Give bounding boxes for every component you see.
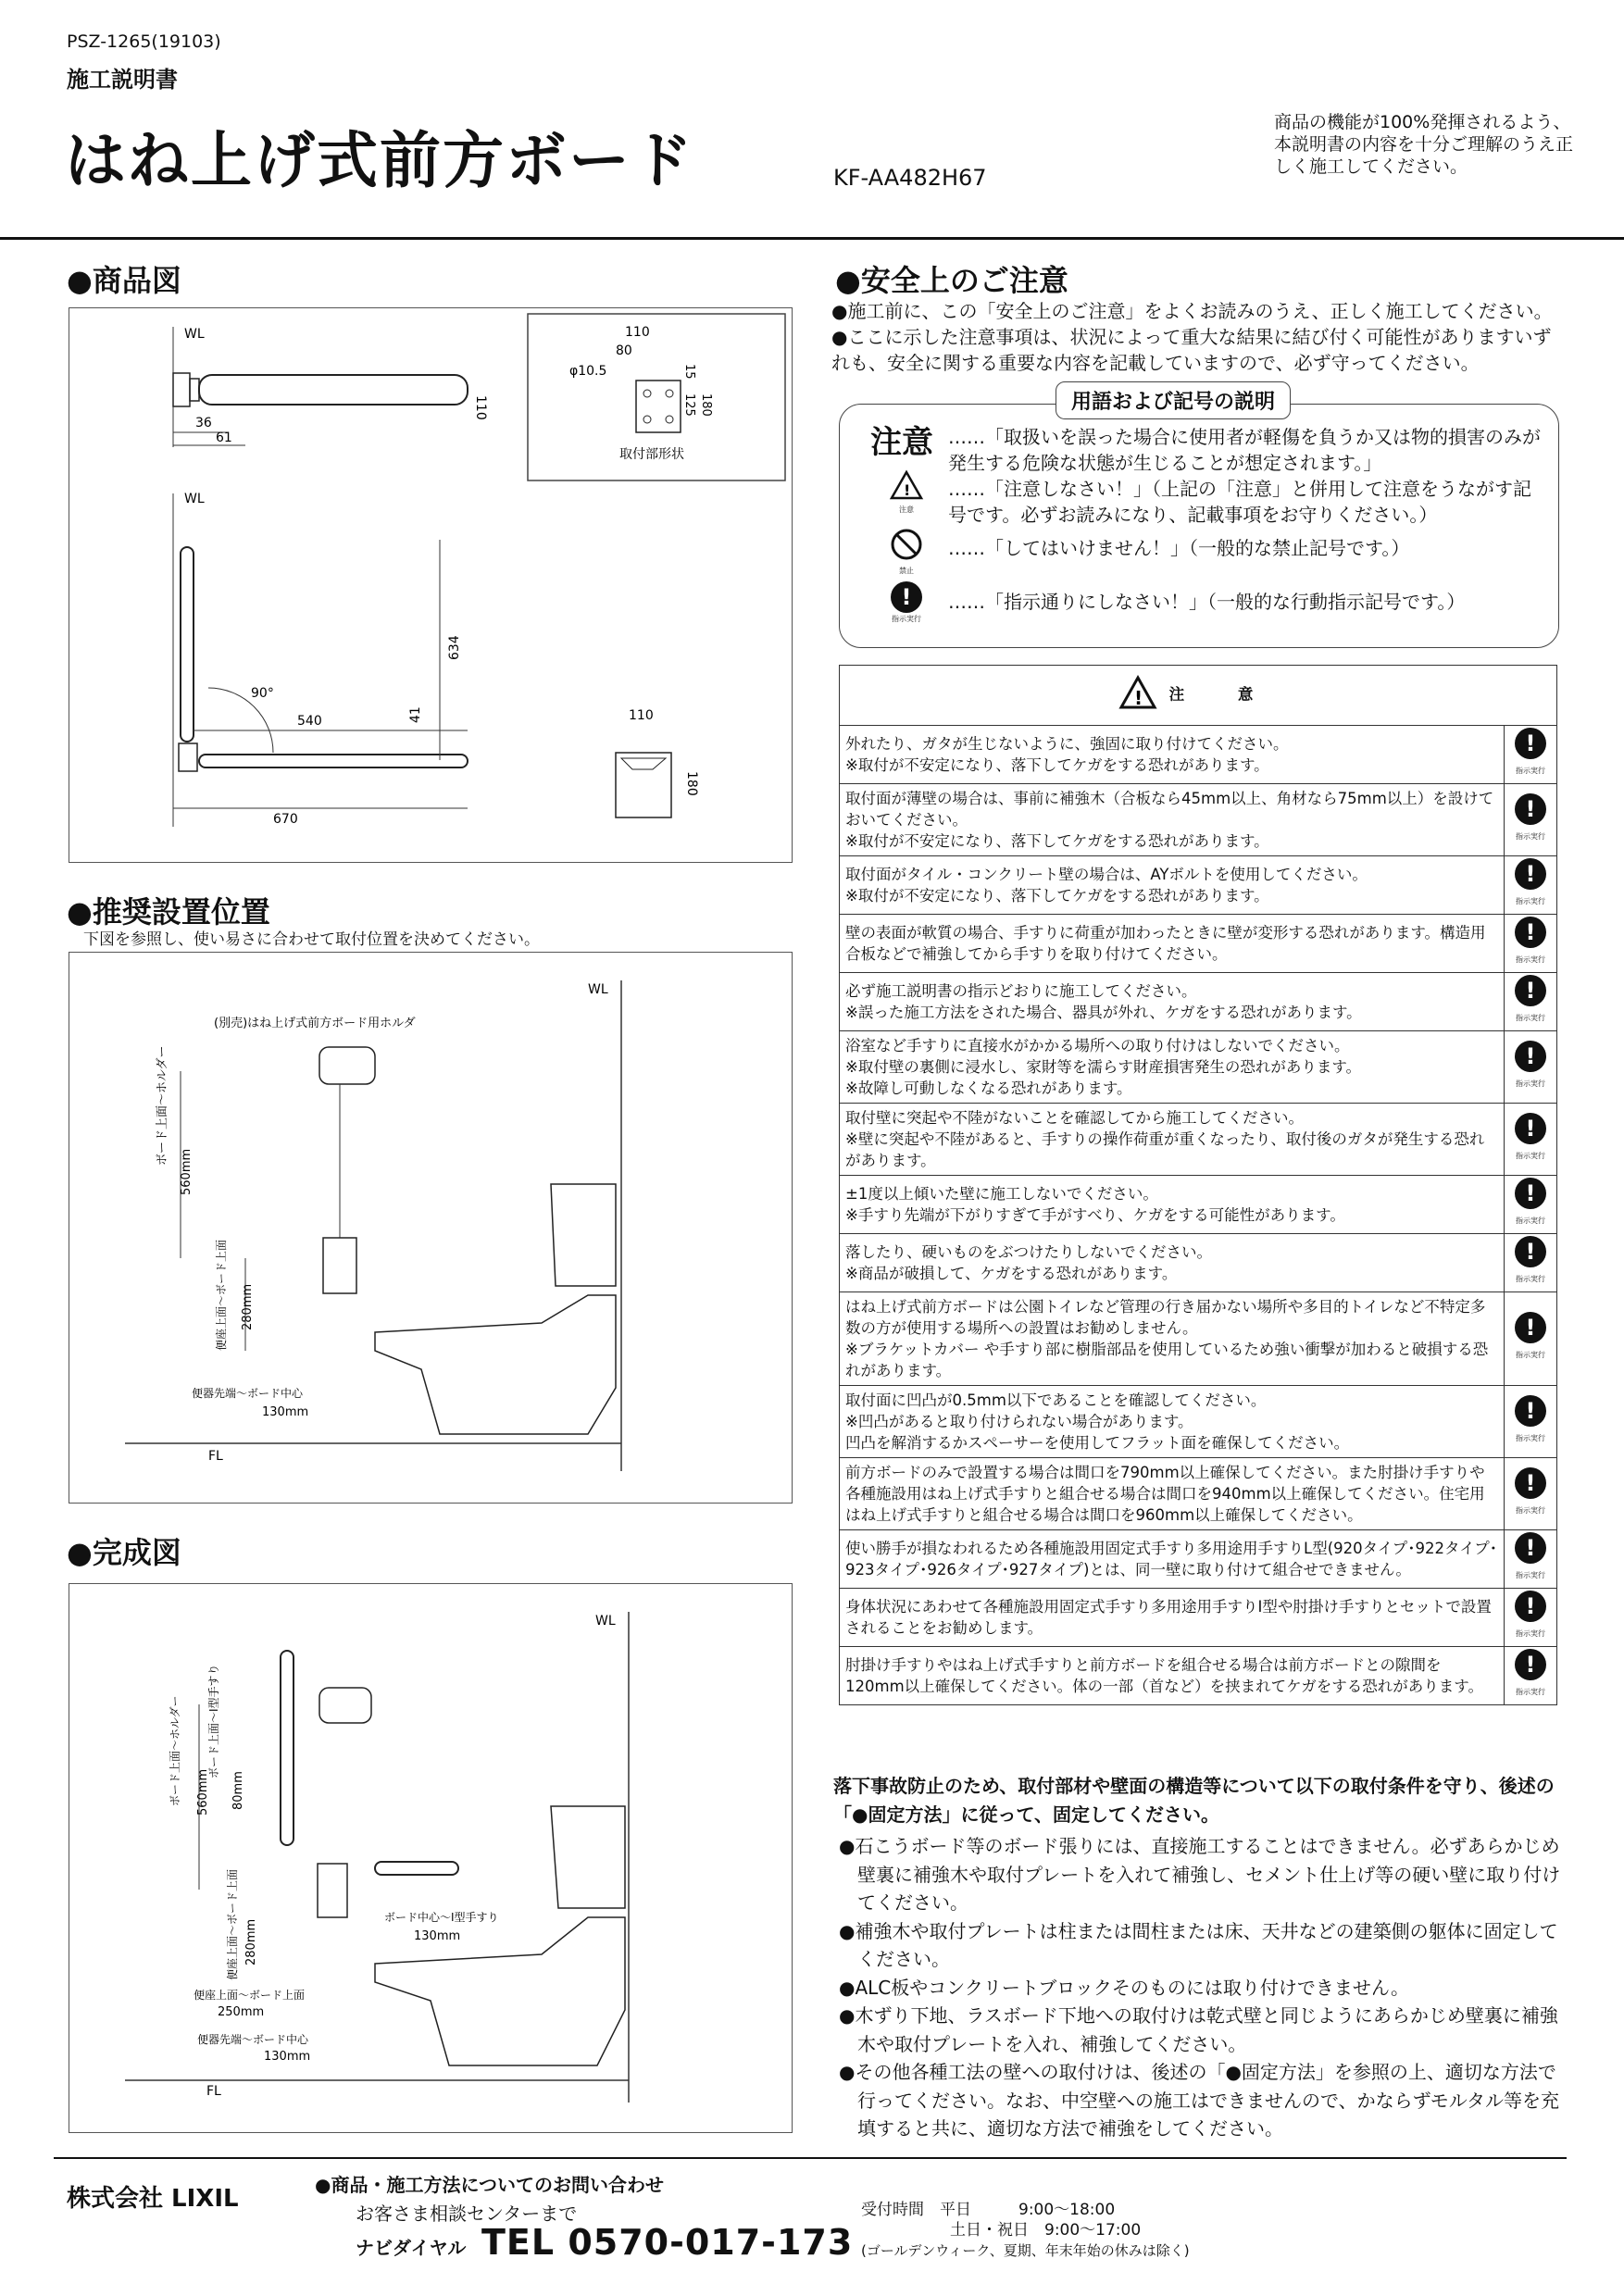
hours-weekend: 土日・祝日 9:00〜17:00 [950,2221,1142,2240]
dim-f-value: 130mm [264,2050,311,2064]
caution-row-text: 肘掛け手すりやはね上げ式手すりと前方ボードを組合せる場合は前方ボードとの隙間を120mm以上確保してください。体の一部（首など）を挟まれてケガをする恐れがあります。 [840,1647,1505,1705]
caution-row-text: はね上げ式前方ボードは公園トイレなど管理の行き届かない場所や多目的トイレなど不特定多数の方が使用する場所への設置はお勧めしません。 ※ブラケットカバー や手すり部に樹脂部品を使用しているため強い衝撃が加わると破損する恐れがあります。 [840,1292,1505,1386]
dim-b-label: 便座上面〜ボード上面 [215,1239,228,1351]
caution-row-text: 壁の表面が軟質の場合、手すりに荷重が加わったときに壁が変形する恐れがあります。構造用合板などで補強してから手すりを取り付けてください。 [840,915,1505,973]
mount-15: 15 [682,364,696,380]
instruction-icon: ! 指示実行 [1505,973,1557,1031]
instruction-icon: ! 指示実行 [1505,1176,1557,1234]
fl-label: FL [206,2084,221,2099]
instruction-icon: ! 指示実行 [1505,1386,1557,1458]
section-finished-title: ●完成図 [67,1535,181,1570]
caution-row-text: 取付面がタイル・コンクリート壁の場合は、AYボルトを使用してください。 ※取付が不安定になり、落下してケガをする恐れがあります。 [840,856,1505,915]
svg-text:!: ! [1133,687,1167,709]
caution-row [840,973,1557,1031]
dim-a-value: 560mm [196,1768,210,1816]
terms-title: 用語および記号の説明 [1056,381,1291,419]
page-title: はね上げ式前方ボード [65,125,694,196]
instruction-icon: ! 指示実行 [885,581,928,624]
recommended-diagram [69,953,792,1503]
document-code: PSZ-1265(19103) [67,31,221,52]
caution-row-text: 身体状況にあわせて各種施設用固定式手すり多用途用手すりI型や肘掛け手すりとセットで設置されることをお勧めします。 [840,1589,1505,1647]
product-diagram-frame [69,307,793,863]
dim-c-label: 便器先端〜ボード中心 [192,1387,304,1400]
dim-b-value: 280mm [241,1283,255,1330]
dim-c-label: 便座上面〜ボード上面 [226,1868,239,1980]
caution-row [840,1031,1557,1104]
header-divider [0,237,1624,240]
instruction-icon: ! 指示実行 [1505,1589,1557,1647]
dim-670: 670 [273,812,298,827]
wl-label: WL [588,982,608,997]
section-safety-title: ●安全上のご注意 [835,263,1068,298]
caution-row [840,856,1557,915]
caution-row-text: ±1度以上傾いた壁に施工しないでください。 ※手すり先端が下がりすぎて手がすべり、ケガをする可能性があります。 [840,1176,1505,1234]
symbol1-desc: ……「注意しなさい！」（上記の「注意」と併用して注意をうながす記号です。必ずお読みになり、記載事項をお守りください。） [948,478,1531,526]
caution-row-text: 浴室など手すりに直接水がかかる場所への取り付けはしないでください。 ※取付壁の裏側に浸水し、家財等を濡らす財産損害発生の恐れがあります。 ※故障し可動しなくなる恐れがあります。 [840,1031,1505,1104]
fixing-lead: 落下事故防止のため、取付部材や壁面の構造等について以下の取付条件を守り、後述の「●固定方法」に従って、固定してください。 [833,1775,1555,1826]
header-notice: 商品の機能が100%発揮されるよう、本説明書の内容を十分ご理解のうえ正しく施工してください。 [1274,112,1574,177]
dim-61: 61 [216,430,232,445]
dim-e-label: 便座上面〜ボード上面 [194,1989,306,2002]
mount-110: 110 [625,325,650,340]
instruction-icon: ! 指示実行 [1505,726,1557,784]
section-recommended-title: ●推奨設置位置 [67,894,270,930]
instruction-icon: ! 指示実行 [1505,1647,1557,1705]
instruction-icon: ! 指示実行 [1505,856,1557,915]
inquiry-heading: ●商品・施工方法についてのお問い合わせ [315,2174,665,2196]
mount-125: 125 [682,393,696,417]
caution-table-header: ! 注 意 [840,666,1557,726]
dim-f-label: 便器先端〜ボード中心 [197,2033,309,2046]
product-diagram [69,308,792,862]
dim-d-value: 130mm [414,1929,461,1943]
caution-desc: ……「取扱いを誤った場合に使用者が軽傷を負うか又は物的損害のみが発生する危険な状態が生じることが想定されます。」 [948,426,1541,474]
finished-diagram-frame [69,1583,793,2133]
dim-c-value: 280mm [244,1918,258,1965]
fixing-item: ●石こうボード等のボード張りには、直接施工することはできません。必ずあらかじめ壁裏に補強木や取付プレートを入れて補強し、セメント仕上げ等の硬い壁に取り付けてください。 [839,1835,1561,1914]
caution-row [840,1292,1557,1386]
dim-110: 110 [473,395,488,420]
caution-row-text: 取付壁に突起や不陸がないことを確認してから施工してください。 ※壁に突起や不陸があると、手すりの操作荷重が重くなったり、取付後のガタが発生する恐れがあります。 [840,1104,1505,1176]
caution-row [840,1458,1557,1530]
section-product-title: ●商品図 [67,263,181,298]
svg-text:WL: WL [184,492,205,506]
fixing-item: ●ALC板やコンクリートブロックそのものには取り付けできません。 [839,1976,1410,1999]
warning-triangle-icon: ! 注意 [885,470,928,515]
dim-b-value: 80mm [231,1771,245,1810]
mount-caption: 取付部形状 [619,447,684,462]
caution-word: 注意 [870,424,933,461]
footer-divider [54,2157,1567,2159]
instruction-icon: ! 指示実行 [1505,1031,1557,1104]
caution-row-text: 外れたり、ガタが生じないように、強固に取り付けてください。 ※取付が不安定になり、落下してケガをする恐れがあります。 [840,726,1505,784]
instruction-icon: ! 指示実行 [1505,915,1557,973]
fixing-conditions [833,1772,1565,2143]
mount-phi: φ10.5 [569,364,607,379]
caution-row [840,1647,1557,1705]
instruction-icon: ! 指示実行 [1505,1292,1557,1386]
symbol2-desc: ……「してはいけません！」（一般的な禁止記号です。） [948,537,1410,559]
hours-exception: (ゴールデンウィーク、夏期、年末年始の休みは除く) [861,2242,1190,2259]
warning-triangle-icon [1119,676,1167,715]
document-type: 施工説明書 [67,67,178,93]
caution-row [840,915,1557,973]
instruction-icon: ! 指示実行 [1505,1234,1557,1292]
wl-label: WL [184,327,205,342]
prohibition-icon: 禁止 [885,528,928,576]
caution-row-text: 前方ボードのみで設置する場合は間口を790mm以上確保してください。また肘掛け手すりや各種施設用はね上げ式手すりと組合せる場合は間口を940mm以上確保してください。住宅用はね上げ式手すりと組合せる場合は間口を960mm以上確保してください。 [840,1458,1505,1530]
instruction-icon: ! 指示実行 [1505,1458,1557,1530]
angle-90: 90° [251,686,274,701]
business-hours [861,2200,1190,2261]
dim-d-label: ボード中心〜I型手すり [384,1911,499,1924]
caution-row [840,1530,1557,1589]
instruction-icon: ! 指示実行 [1505,1104,1557,1176]
caution-row [840,1589,1557,1647]
model-number: KF-AA482H67 [833,165,987,191]
caution-row [840,1176,1557,1234]
safety-intro [831,298,1563,376]
caution-row-text: 落したり、硬いものをぶつけたりしないでください。 ※商品が破損して、ケガをする恐れがあります。 [840,1234,1505,1292]
dim-a-label: ボード上面〜ホルダー [156,1045,169,1166]
finished-diagram [69,1584,792,2132]
dim-e-value: 250mm [218,2005,265,2019]
mount-180: 180 [699,393,713,417]
caution-row-text: 使い勝手が損なわれるため各種施設用固定式手すり多用途用手すりL型(920タイプ･922タイプ･923タイプ･926タイプ･927タイプ)とは、同一壁に取り付けて組合せできません。 [840,1530,1505,1589]
dim-c-value: 130mm [262,1405,309,1419]
dim-634: 634 [447,635,462,660]
caution-row [840,1386,1557,1458]
holder-110: 110 [629,708,654,723]
caution-row [840,784,1557,856]
recommended-diagram-frame [69,952,793,1504]
dim-b-label: ボード上面〜I型手すり [207,1664,220,1778]
dim-540: 540 [297,714,322,729]
holder-callout: (別売)はね上げ式前方ボード用ホルダ [214,1017,416,1030]
fixing-item: ●その他各種工法の壁への取付けは、後述の「●固定方法」を参照の上、適切な方法で行ってください。なお、中空壁への施工はできませんので、かならずモルタル等を充填すると共に、適切な方法で補強をしてください。 [839,2061,1559,2140]
hours-weekday: 受付時間 平日 9:00〜18:00 [861,2201,1116,2219]
navi-dial-label: ナビダイヤル [356,2237,467,2259]
recommended-note: 下図を参照し、使い易さに合わせて取付位置を決めてください。 [83,930,540,949]
fixing-item: ●補強木や取付プレートは柱または間柱または床、天井などの建築側の躯体に固定してください。 [839,1919,1558,1970]
fl-label: FL [208,1449,223,1464]
caution-row-text: 取付面に凹凸が0.5mm以下であることを確認してください。 ※凹凸があると取り付けられない場合があります。 凹凸を解消するかスペーサーを使用してフラット面を確保してください。 [840,1386,1505,1458]
symbol3-desc: ……「指示通りにしなさい！」（一般的な行動指示記号です。） [948,591,1466,613]
safety-intro-2: ●ここに示した注意事項は、状況によって重大な結果に結び付く可能性がありますいずれも、安全に関する重要な内容を記載していますので、必ず守ってください。 [831,326,1552,374]
caution-row [840,1234,1557,1292]
caution-row [840,1104,1557,1176]
holder-180: 180 [684,771,699,796]
caution-row [840,726,1557,784]
dim-41: 41 [408,706,423,723]
instruction-icon: ! 指示実行 [1505,784,1557,856]
instruction-icon: ! 指示実行 [1505,1530,1557,1589]
dim-a-label: ボード上面〜ホルダー [169,1695,181,1806]
dim-a-value: 560mm [180,1148,194,1195]
caution-table [839,665,1557,1705]
company-name: 株式会社 LIXIL [67,2185,239,2213]
support-center: お客さま相談センターまで [356,2202,578,2225]
fixing-item: ●木ずり下地、ラスボード下地への取付けは乾式壁と同じようにあらかじめ壁裏に補強木や取付プレートを入れ、補強してください。 [839,2004,1558,2055]
fixing-list [833,1832,1565,2143]
dim-36: 36 [195,416,212,430]
caution-row-text: 取付面が薄壁の場合は、事前に補強木（合板なら45mm以上、角材なら75mm以上）を設けておいてください。 ※取付が不安定になり、落下してケガをする恐れがあります。 [840,784,1505,856]
safety-intro-1: ●施工前に、この「安全上のご注意」をよくお読みのうえ、正しく施工してください。 [831,300,1553,322]
mount-80: 80 [616,343,632,358]
phone-number[interactable]: TEL 0570-017-173 [481,2222,854,2263]
caution-row-text: 必ず施工説明書の指示どおりに施工してください。 ※誤った施工方法をされた場合、器具が外れ、ケガをする恐れがあります。 [840,973,1505,1031]
wl-label: WL [595,1614,616,1628]
svg-text:!: ! [904,481,911,499]
